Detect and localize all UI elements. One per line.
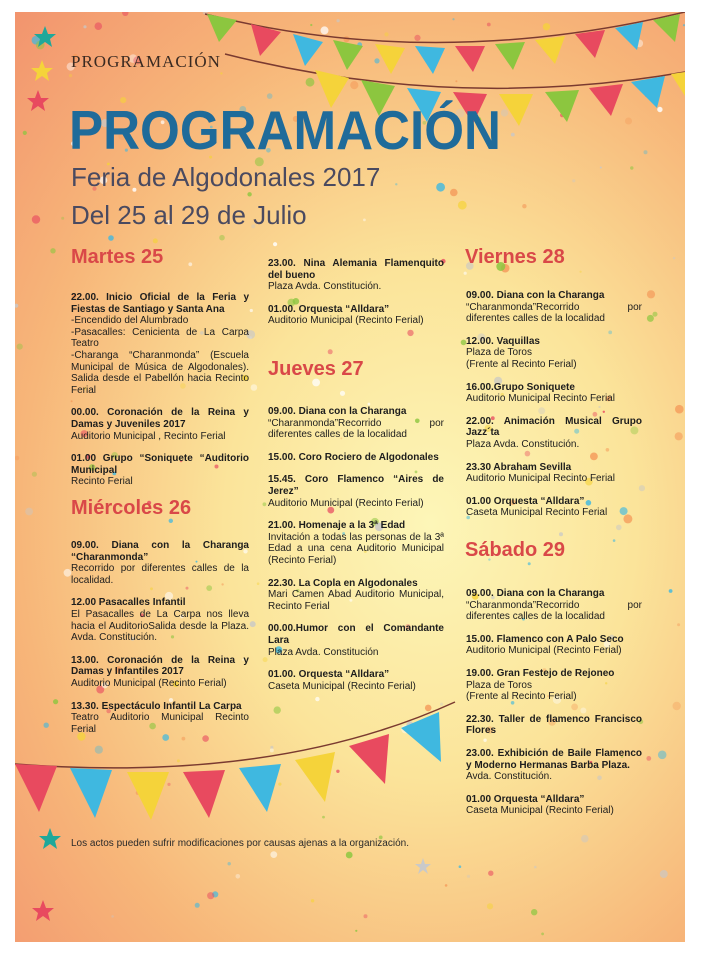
event-detail: “Charanmonda”Recorrido por diferentes calles de la localidad (466, 599, 642, 623)
events-martes-continued (268, 258, 444, 338)
event-item (71, 540, 249, 586)
event-item (466, 416, 642, 451)
event-detail: Plaza de Toros (466, 347, 532, 359)
event-title: 13.00. Coronación de la Reina y Damas y Infantiles 2017 (71, 654, 249, 678)
event-detail: Caseta Municipal (Recinto Ferial) (466, 805, 614, 817)
event-title: 01.00 Grupo “Soniquete “Auditorio Municipal (71, 453, 249, 476)
event-item (268, 669, 444, 692)
event-item (71, 701, 249, 736)
event-item (71, 597, 249, 643)
event-item (268, 474, 444, 509)
event-title: 22.30. La Copla en Algodonales (268, 577, 418, 589)
header-small-title: PROGRAMACIÓN (71, 52, 221, 71)
event-detail: -Encendido del Alumbrado (71, 315, 189, 327)
event-detail: Caseta Municipal Recinto Ferial (466, 507, 608, 519)
event-detail: Auditorio Municipal (Recinto Ferial) (268, 315, 424, 327)
events-sabado (466, 588, 642, 828)
event-item (268, 520, 444, 566)
event-title: 23.30 Abraham Sevilla (466, 461, 572, 473)
event-detail: Avda. Constitución. (466, 771, 552, 783)
events-viernes (466, 290, 642, 530)
events-jueves (268, 406, 444, 703)
event-detail: Teatro Auditorio Municipal Recinto Ferial (71, 712, 249, 735)
event-detail: Invitación a todas las personas de la 3ª Edad a una cena Auditorio Municipal (Recinto Ferial) (268, 531, 444, 566)
event-item (466, 462, 642, 485)
event-item (466, 748, 642, 783)
festival-poster (15, 12, 685, 942)
event-title: 01.00. Orquesta “Alldara” (268, 669, 390, 681)
event-detail: Recorrido por diferentes calles de la localidad. (71, 563, 249, 586)
event-title: 09.00. Diana con la Charanga (466, 588, 605, 599)
event-dates: Del 25 al 29 de Julio (71, 200, 307, 230)
event-subtitle: Feria de Algodonales 2017 (71, 162, 381, 192)
event-item (268, 578, 444, 613)
event-detail: Auditorio Municipal (Recinto Ferial) (466, 645, 622, 657)
event-item (71, 292, 249, 396)
event-title: 13.30. Espectáculo Infantil La Carpa (71, 700, 242, 712)
top-bunting-row-1 (207, 14, 680, 74)
day-heading-martes: Martes 25 (71, 246, 164, 268)
day-heading-viernes: Viernes 28 (465, 246, 565, 268)
disclaimer-footer: Los actos pueden sufrir modificaciones por causas ajenas a la organización. (71, 838, 409, 849)
event-item (466, 668, 642, 703)
event-detail: (Frente al Recinto Ferial) (466, 691, 577, 703)
event-title: 09.00. Diana con la Charanga (268, 406, 407, 417)
event-detail: Plaza Avda. Constitución. (268, 281, 382, 293)
event-item (71, 407, 249, 442)
event-item (466, 496, 642, 519)
event-item (268, 258, 444, 293)
event-title: 09.00. Diana con la Charanga “Charanmonda” (71, 540, 249, 563)
day-heading-miercoles: Miércoles 26 (71, 497, 192, 519)
event-detail: El Pasacalles de La Carpa nos lleva hacia el AuditorioSalida desde la Plaza. Avda. Constitución. (71, 608, 249, 644)
event-detail: -Charanga “Charanmonda” (Escuela Municipal de Música de Algodonales). Salida desde el Pabellón hacia Recinto Ferial (71, 349, 249, 396)
event-detail: Auditorio Municipal Recinto Ferial (466, 473, 615, 485)
event-item (466, 336, 642, 371)
event-detail: Auditorio Municipal Recinto Ferial (466, 393, 615, 405)
events-martes (71, 292, 249, 499)
event-title: 01.00 Orquesta “Alldara” (466, 495, 585, 507)
event-item (71, 453, 249, 488)
event-title: 01.00. Orquesta “Alldara” (268, 303, 390, 315)
event-title: 21.00. Homenaje a la 3ª Edad (268, 520, 406, 532)
event-item (466, 794, 642, 817)
event-item (71, 655, 249, 690)
event-item (466, 588, 642, 623)
event-detail: Auditorio Municipal , Recinto Ferial (71, 430, 226, 442)
event-title: 22.00. Animación Musical Grupo Jazz´ta (466, 415, 642, 439)
event-item (466, 382, 642, 405)
day-heading-sabado: Sábado 29 (465, 539, 566, 561)
event-title: 00.00. Coronación de la Reina y Damas y Juveniles 2017 (71, 407, 249, 430)
event-item (268, 452, 444, 464)
day-heading-jueves: Jueves 27 (268, 358, 364, 380)
event-title: 01.00 Orquesta “Alldara” (466, 793, 585, 805)
event-detail: Mari Camen Abad Auditorio Municipal, Recinto Ferial (268, 589, 444, 612)
event-detail: Plaza de Toros (466, 679, 532, 691)
event-title: 23.00. Exhibición de Baile Flamenco y Moderno Hermanas Barba Plaza. (466, 747, 642, 771)
event-title: 09.00. Diana con la Charanga (466, 290, 605, 301)
event-detail: “Charanmonda”Recorrido por diferentes calles de la localidad (268, 417, 444, 441)
event-item (268, 406, 444, 441)
event-detail: “Charanmonda”Recorrido por diferentes calles de la localidad (466, 301, 642, 325)
events-miercoles (71, 540, 249, 746)
event-item (268, 623, 444, 658)
event-title: 23.00. Nina Alemania Flamenquito del bueno (268, 258, 444, 281)
event-detail: Auditorio Municipal (Recinto Ferial) (268, 497, 424, 509)
event-title: 15.00. Flamenco con A Palo Seco (466, 633, 624, 645)
event-title: 00.00.Humor con el Comandante Lara (268, 623, 444, 646)
event-detail: Recinto Ferial (71, 476, 133, 488)
event-detail: Auditorio Municipal (Recinto Ferial) (71, 677, 227, 689)
event-title: 12.00. Vaquillas (466, 335, 540, 347)
event-title: 22.00. Inicio Oficial de la Feria y Fiestas de Santiago y Santa Ana (71, 292, 249, 315)
event-detail: -Pasacalles: Cenicienta de La Carpa Teatro (71, 326, 249, 350)
event-title: 16.00.Grupo Soniquete (466, 381, 575, 393)
event-title: 22.30. Taller de flamenco Francisco Flores (466, 713, 642, 737)
page-title: PROGRAMACIÓN (69, 99, 501, 161)
event-item (268, 304, 444, 327)
event-item (466, 290, 642, 325)
event-title: 19.00. Gran Festejo de Rejoneo (466, 667, 615, 679)
event-detail: Plaza Avda. Constitución. (466, 438, 580, 450)
event-item (466, 634, 642, 657)
event-detail: Plaza Avda. Constitución (268, 646, 379, 658)
event-item (466, 714, 642, 737)
event-title: 12.00 Pasacalles Infantil (71, 597, 186, 609)
event-detail: (Frente al Recinto Ferial) (466, 358, 577, 370)
event-title: 15.45. Coro Flamenco “Aires de Jerez” (268, 474, 444, 497)
event-detail: Caseta Municipal (Recinto Ferial) (268, 680, 416, 692)
event-title: 15.00. Coro Rociero de Algodonales (268, 451, 439, 463)
